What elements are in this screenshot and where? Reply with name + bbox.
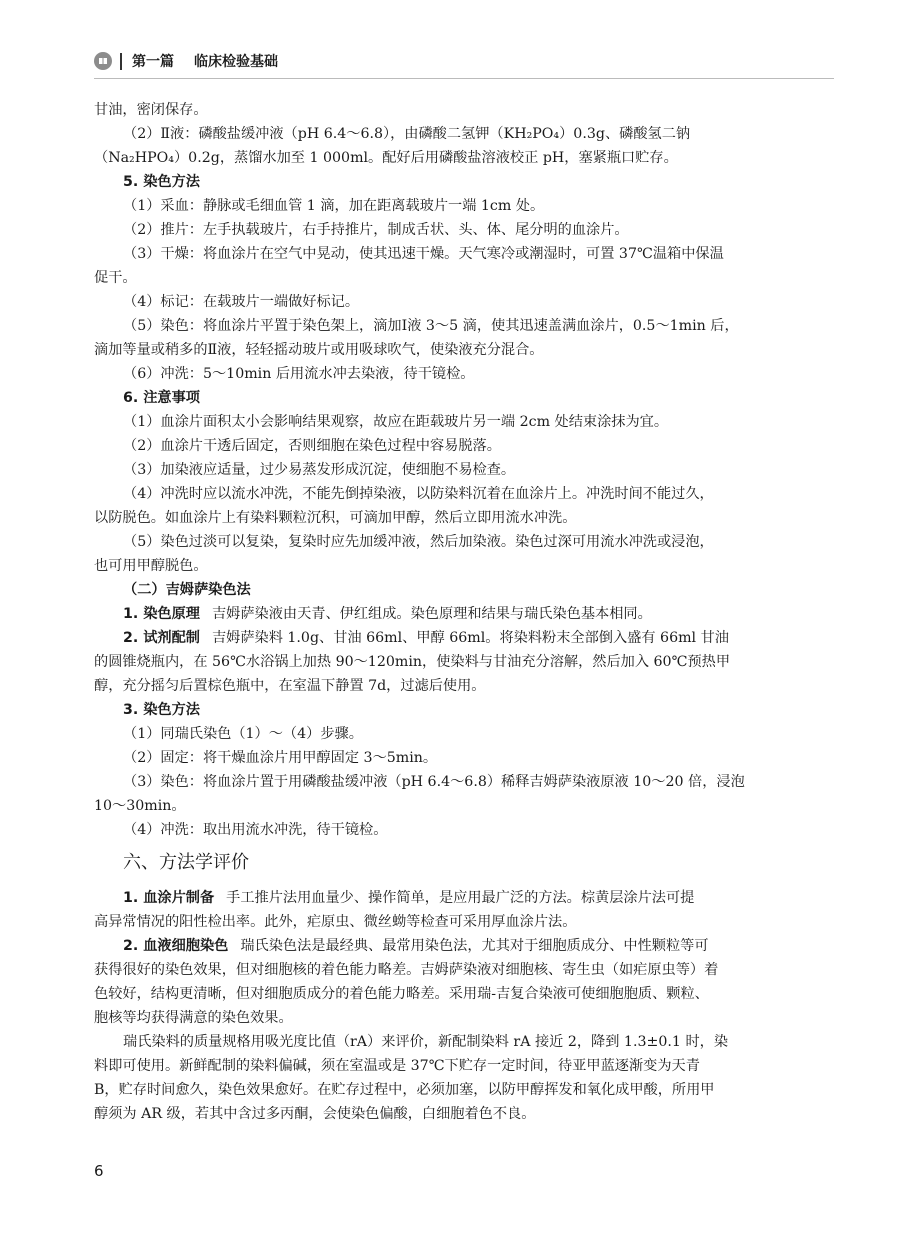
part-label: 第一篇 xyxy=(132,54,174,70)
text-line: （6）冲洗：5～10min 后用流水冲去染液，待干镜检。 xyxy=(123,366,475,382)
running-header xyxy=(94,47,834,75)
text-line: （3）染色：将血涂片置于用磷酸盐缓冲液（pH 6.4～6.8）稀释吉姆萨染液原液 10～20 倍，浸泡 xyxy=(123,774,745,790)
page-number: 6 xyxy=(94,1162,104,1180)
chapter-title: 临床检验基础 xyxy=(194,54,278,70)
text-line xyxy=(94,934,834,958)
text-line: 以防脱色。如血涂片上有染料颗粒沉积，可滴加甲醇，然后立即用流水冲洗。 xyxy=(94,510,577,526)
text-line: 醇须为 AR 级，若其中含过多丙酮，会使染色偏酸，白细胞着色不良。 xyxy=(94,1106,536,1122)
text-line: （4）冲洗：取出用流水冲洗，待干镜检。 xyxy=(123,822,388,838)
text-line: （Na₂HPO₄）0.2g，蒸馏水加至 1 000ml。配好后用磷酸盐溶液校正 pH，塞紧瓶口贮存。 xyxy=(94,150,678,166)
subsection-heading: （二）吉姆萨染色法 xyxy=(123,582,251,598)
text-line: （1）血涂片面积太小会影响结果观察，故应在距载玻片另一端 2cm 处结束涂抹为宜。 xyxy=(123,414,669,430)
text-line: （2）固定：将干燥血涂片用甲醇固定 3～5min。 xyxy=(123,750,438,766)
run-in-heading: 1. 染色原理 xyxy=(123,606,200,622)
text-line: 料即可使用。新鲜配制的染料偏碱，须在室温或是 37℃下贮存一定时间，待亚甲蓝逐渐变为天青 xyxy=(94,1058,700,1074)
subheading: 5. 染色方法 xyxy=(123,174,200,190)
text-line: 甘油，密闭保存。 xyxy=(94,102,208,118)
text-line: （2）血涂片干透后固定，否则细胞在染色过程中容易脱落。 xyxy=(123,438,501,454)
header-rule xyxy=(94,78,834,79)
text-line: （5）染色过淡可以复染，复染时应先加缓冲液，然后加染液。染色过深可用流水冲洗或浸泡， xyxy=(123,534,714,550)
text-line: （4）标记：在载玻片一端做好标记。 xyxy=(123,294,360,310)
text-line: 也可用甲醇脱色。 xyxy=(94,558,208,574)
text-run: 吉姆萨染液由天青、伊红组成。染色原理和结果与瑞氏染色基本相同。 xyxy=(211,606,652,622)
text-line: （5）染色：将血涂片平置于染色架上，滴加Ⅰ液 3～5 滴，使其迅速盖满血涂片，0.5～1min 后， xyxy=(123,318,739,334)
text-run: 瑞氏染色法是最经典、最常用染色法，尤其对于细胞质成分、中性颗粒等可 xyxy=(240,938,709,954)
text-line: 瑞氏染料的质量规格用吸光度比值（rA）来评价，新配制染料 rA 接近 2，降到 1.3±0.1 时，染 xyxy=(123,1034,729,1050)
text-line xyxy=(94,602,834,626)
text-line: 色较好，结构更清晰，但对细胞质成分的着色能力略差。采用瑞-吉复合染液可使细胞胞质、颗粒、 xyxy=(94,986,709,1002)
page-body xyxy=(94,98,834,1126)
text-line xyxy=(94,886,834,910)
text-line xyxy=(94,626,834,650)
header-divider xyxy=(120,53,122,70)
text-line: （4）冲洗时应以流水冲洗，不能先倒掉染液，以防染料沉着在血涂片上。冲洗时间不能过久， xyxy=(123,486,714,502)
book-icon xyxy=(94,52,112,70)
text-line: B，贮存时间愈久，染色效果愈好。在贮存过程中，必须加塞，以防甲醇挥发和氧化成甲酸，所用甲 xyxy=(94,1082,715,1098)
text-line: 高异常情况的阳性检出率。此外，疟原虫、微丝蚴等检查可采用厚血涂片法。 xyxy=(94,914,577,930)
text-run: 手工推片法用血量少、操作简单，是应用最广泛的方法。棕黄层涂片法可提 xyxy=(226,890,695,906)
text-line: 获得很好的染色效果，但对细胞核的着色能力略差。吉姆萨染液对细胞核、寄生虫（如疟原虫等）着 xyxy=(94,962,719,978)
text-line: 促干。 xyxy=(94,270,137,286)
subheading: 3. 染色方法 xyxy=(123,702,200,718)
text-line: 10～30min。 xyxy=(94,798,186,814)
text-line: （2）推片：左手执载玻片，右手持推片，制成舌状、头、体、尾分明的血涂片。 xyxy=(123,222,629,238)
run-in-heading: 2. 血液细胞染色 xyxy=(123,938,229,954)
text-line: （3）加染液应适量，过少易蒸发形成沉淀，使细胞不易检查。 xyxy=(123,462,516,478)
run-in-heading: 2. 试剂配制 xyxy=(123,630,200,646)
section-heading: 六、方法学评价 xyxy=(123,852,249,873)
text-line: 的圆锥烧瓶内，在 56℃水浴锅上加热 90～120min，使染料与甘油充分溶解，然后加入 60℃预热甲 xyxy=(94,654,731,670)
text-line: （1）同瑞氏染色（1）～（4）步骤。 xyxy=(123,726,363,742)
text-line: （3）干燥：将血涂片在空气中晃动，使其迅速干燥。天气寒冷或潮湿时，可置 37℃温箱中保温 xyxy=(123,246,724,262)
text-line: 醇，充分摇匀后置棕色瓶中，在室温下静置 7d，过滤后使用。 xyxy=(94,678,486,694)
run-in-heading: 1. 血涂片制备 xyxy=(123,890,215,906)
text-line: （1）采血：静脉或毛细血管 1 滴，加在距离载玻片一端 1cm 处。 xyxy=(123,198,545,214)
text-line: 滴加等量或稍多的Ⅱ液，轻轻摇动玻片或用吸球吹气，使染液充分混合。 xyxy=(94,342,544,358)
subheading: 6. 注意事项 xyxy=(123,390,200,406)
text-line: 胞核等均获得满意的染色效果。 xyxy=(94,1010,293,1026)
text-run: 吉姆萨染料 1.0g、甘油 66ml、甲醇 66ml。将染料粉末全部倒入盛有 66ml 甘油 xyxy=(211,630,729,646)
text-line: （2）Ⅱ液：磷酸盐缓冲液（pH 6.4～6.8），由磷酸二氢钾（KH₂PO₄）0.3g、磷酸氢二钠 xyxy=(123,126,691,142)
